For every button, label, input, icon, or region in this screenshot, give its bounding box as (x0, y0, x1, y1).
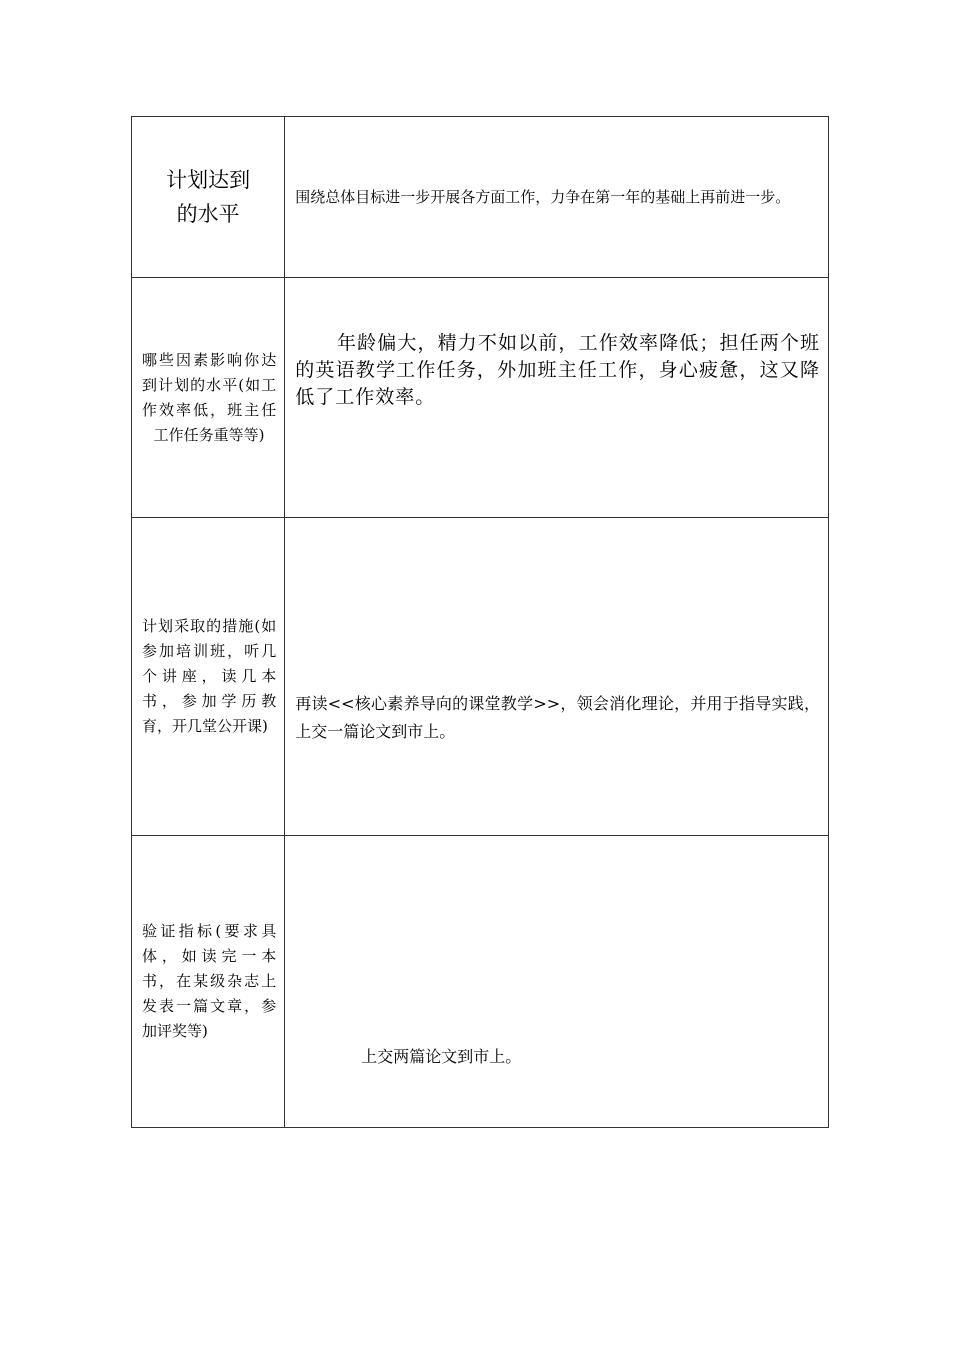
row-content: 围绕总体目标进一步开展各方面工作，力争在第一年的基础上再前进一步。 (295, 188, 791, 206)
row-label-cell (132, 518, 285, 836)
table-row (132, 518, 829, 836)
row-content-cell (285, 278, 829, 518)
plan-form-table (131, 116, 829, 1128)
table-row (132, 278, 829, 518)
row-content: 再读<<核心素养导向的课堂教学>>，领会消化理论，并用于指导实践，上交一篇论文到市上。 (295, 693, 820, 741)
row-label-cell (132, 117, 285, 278)
row-label-cell (132, 836, 285, 1128)
row-content-cell (285, 518, 829, 836)
row-content: 上交两篇论文到市上。 (361, 1046, 522, 1066)
row-label: 计划采取的措施(如参加培训班，听几个讲座，读几本书，参加学历教育，开几堂公开课) (142, 617, 277, 735)
row-label: 验证指标(要求具体，如读完一本书，在某级杂志上发表一篇文章，参加评奖等) (142, 922, 277, 1040)
row-label-line: 计划达到 (166, 168, 251, 192)
table-row (132, 117, 829, 278)
row-label-line: 的水平 (176, 202, 240, 226)
row-label-cell (132, 278, 285, 518)
row-content-cell (285, 117, 829, 278)
row-label (132, 163, 284, 231)
row-content-cell (285, 836, 829, 1128)
row-content: 年龄偏大，精力不如以前，工作效率降低；担任两个班的英语教学工作任务，外加班主任工作，身心疲惫，这又降低了工作效率。 (295, 332, 820, 408)
table-row (132, 836, 829, 1128)
row-label: 哪些因素影响你达到计划的水平(如工作效率低，班主任工作任务重等等) (142, 350, 277, 444)
